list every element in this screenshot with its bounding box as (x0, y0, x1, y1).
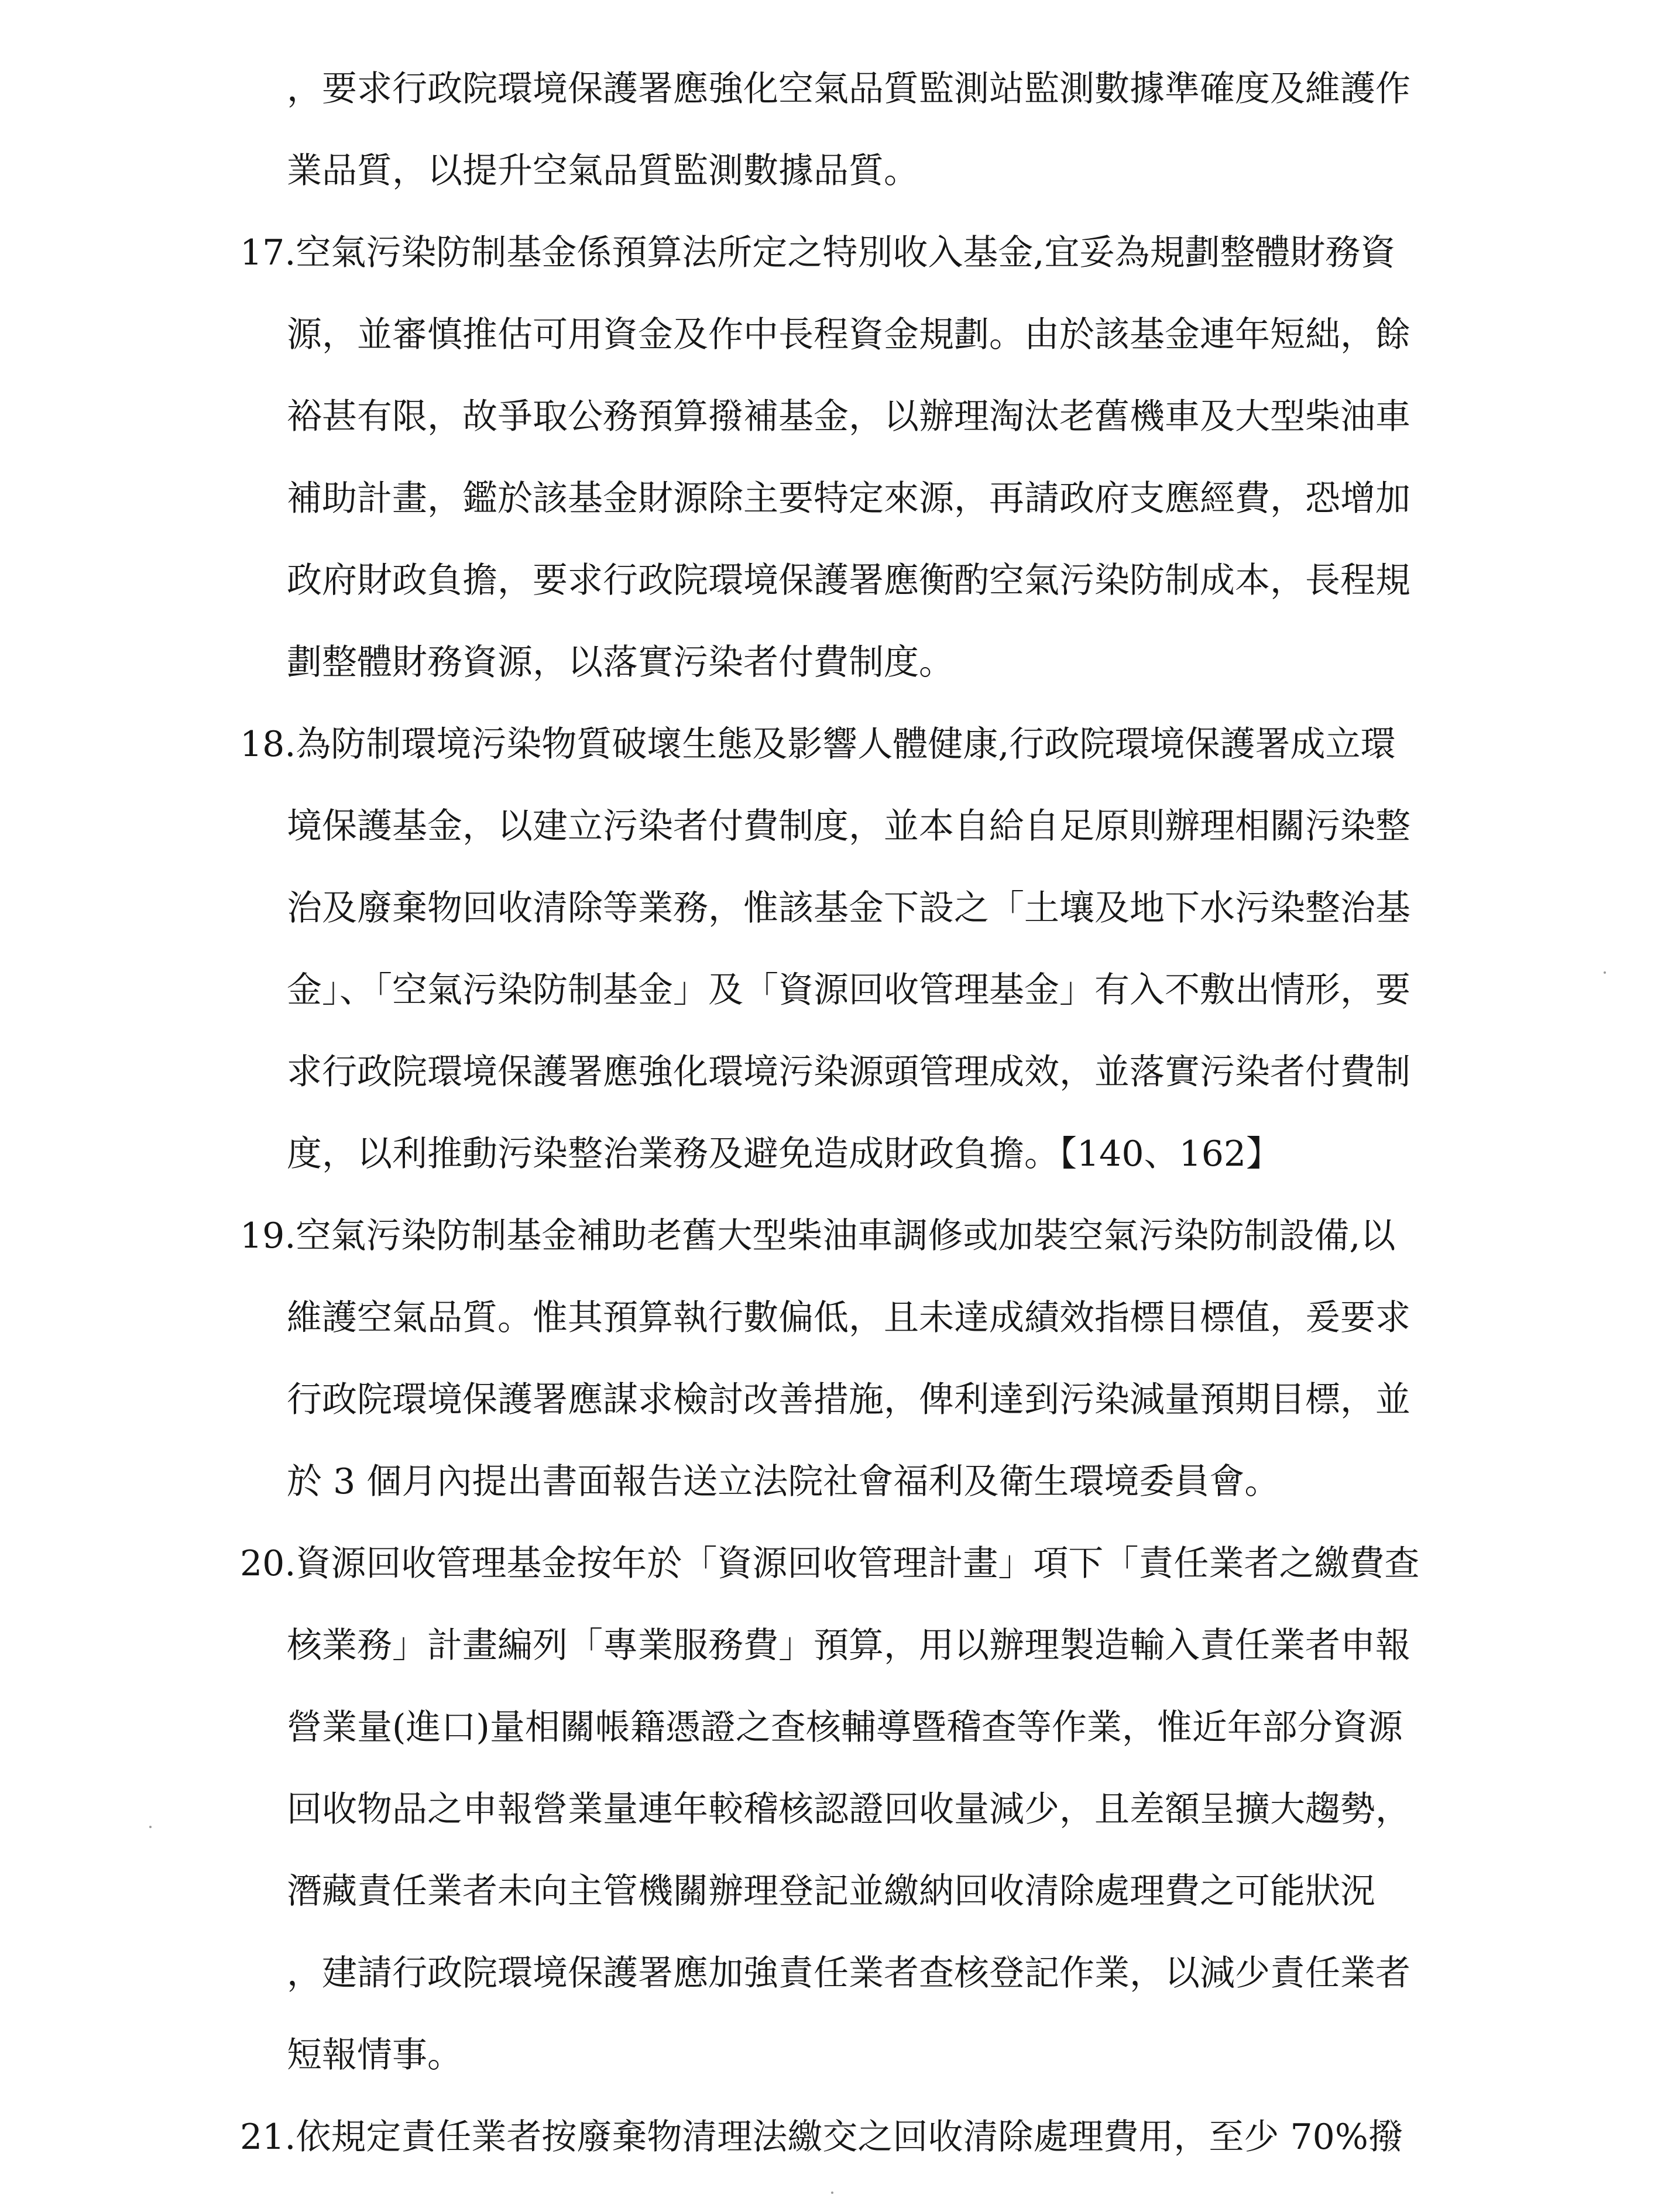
text-line: 18.為防制環境污染物質破壞生態及影響人體健康,行政院環境保護署成立環 (240, 724, 1396, 765)
paragraph-item-19 (240, 1195, 1528, 1523)
text-line: 金」、「空氣污染防制基金」及「資源回收管理基金」有入不敷出情形，要 (287, 970, 1410, 1011)
text-line: 政府財政負擔，要求行政院環境保護署應衡酌空氣污染防制成本，長程規 (287, 560, 1410, 601)
text-line: 20.資源回收管理基金按年於「資源回收管理計畫」項下「責任業者之繳費查 (240, 1543, 1420, 1584)
paragraph-item-18 (240, 703, 1528, 1195)
paragraph-item-17 (240, 212, 1528, 703)
text-line: 回收物品之申報營業量連年較稽核認證回收量減少，且差額呈擴大趨勢， (287, 1789, 1410, 1830)
text-line: 核業務」計畫編列「專業服務費」預算，用以辦理製造輸入責任業者申報 (287, 1625, 1410, 1666)
text-line: 營業量(進口)量相關帳籍憑證之查核輔導暨稽查等作業，惟近年部分資源 (287, 1707, 1403, 1748)
text-line: 求行政院環境保護署應強化環境污染源頭管理成效，並落實污染者付費制 (287, 1052, 1410, 1093)
scan-speck (1604, 971, 1606, 974)
text-line: 行政院環境保護署應謀求檢討改善措施，俾利達到污染減量預期目標，並 (287, 1379, 1410, 1420)
text-line: 於 3 個月內提出書面報告送立法院社會福利及衛生環境委員會。 (287, 1461, 1280, 1502)
text-line: 業品質，以提升空氣品質監測數據品質。 (287, 150, 919, 191)
text-line: 潛藏責任業者未向主管機關辦理登記並繳納回收清除處理費之可能狀況 (287, 1871, 1375, 1912)
scan-speck (831, 2192, 833, 2194)
text-line: ，要求行政院環境保護署應強化空氣品質監測站監測數據準確度及維護作 (287, 68, 1410, 109)
text-line: 境保護基金，以建立污染者付費制度，並本自給自足原則辦理相關污染整 (287, 806, 1410, 847)
text-line: 17.空氣污染防制基金係預算法所定之特別收入基金,宜妥為規劃整體財務資 (240, 232, 1396, 273)
text-line: 21.依規定責任業者按廢棄物清理法繳交之回收清除處理費用，至少 70%撥 (240, 2117, 1403, 2158)
text-line: 劃整體財務資源，以落實污染者付費制度。 (287, 642, 954, 683)
text-line: 19.空氣污染防制基金補助老舊大型柴油車調修或加裝空氣污染防制設備,以 (240, 1215, 1396, 1256)
text-line: ，建請行政院環境保護署應加強責任業者查核登記作業，以減少責任業者 (287, 1953, 1410, 1994)
scan-speck (149, 1826, 152, 1828)
paragraph-continuation (240, 48, 1528, 212)
text-line: 源，並審慎推估可用資金及作中長程資金規劃。由於該基金連年短絀，餘 (287, 314, 1410, 355)
text-line: 度，以利推動污染整治業務及避免造成財政負擔。【140、162】 (287, 1134, 1282, 1174)
text-line: 補助計畫，鑑於該基金財源除主要特定來源，再請政府支應經費，恐增加 (287, 478, 1410, 519)
document-body (240, 48, 1528, 2178)
text-line: 治及廢棄物回收清除等業務，惟該基金下設之「土壤及地下水污染整治基 (287, 888, 1410, 929)
text-line: 維護空氣品質。惟其預算執行數偏低，且未達成績效指標目標值，爰要求 (287, 1297, 1410, 1338)
text-line: 短報情事。 (287, 2035, 462, 2076)
paragraph-item-20 (240, 1523, 1528, 2096)
paragraph-item-21 (240, 2096, 1528, 2178)
text-line: 裕甚有限，故爭取公務預算撥補基金，以辦理淘汰老舊機車及大型柴油車 (287, 396, 1410, 437)
